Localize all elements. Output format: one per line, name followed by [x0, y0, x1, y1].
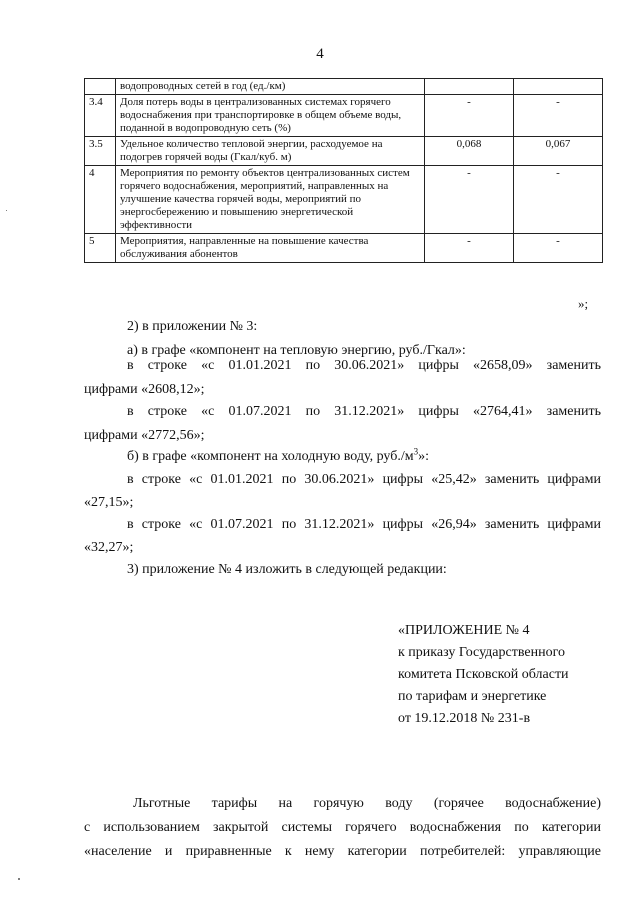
- tariff-title-line-3: «население и приравненные к нему категории потребителей: управляющие: [84, 844, 601, 859]
- tariff-title-line-2: с использованием закрытой системы горячего водоснабжения по категории: [84, 820, 601, 835]
- row-number: 5: [85, 234, 116, 263]
- item-2a-line-2: в строке «с 01.07.2021 по 31.12.2021» цифры «2764,41» заменить: [127, 404, 601, 419]
- table-closing-quote: »;: [578, 296, 589, 311]
- row-value-2021-h2: 0,067: [514, 137, 603, 166]
- row-value-2021-h1: 0,068: [425, 137, 514, 166]
- unit-exponent: 3: [413, 446, 419, 457]
- item-2b-heading: [127, 447, 429, 467]
- table-row: [85, 95, 603, 137]
- item-2a-line-2-cont: цифрами «2772,56»;: [84, 428, 205, 443]
- item-2b-line-2-cont: «32,27»;: [84, 540, 134, 555]
- row-name: Удельное количество тепловой энергии, расходуемое на подогрев горячей воды (Гкал/куб. м): [116, 137, 425, 166]
- item-2a-heading: а) в графе «компонент на тепловую энергию, руб./Гкал»:: [127, 343, 466, 358]
- row-number: 3.4: [85, 95, 116, 137]
- row-value-2021-h1: -: [425, 234, 514, 263]
- row-name: Доля потерь воды в централизованных системах горячего водоснабжения при транспортировке в общем объеме воды, поданной в водопроводную сеть (%): [116, 95, 425, 137]
- item-2a-line-1: в строке «с 01.01.2021 по 30.06.2021» цифры «2658,09» заменить: [127, 358, 601, 373]
- row-value-2021-h1: -: [425, 166, 514, 234]
- row-value-2021-h2: -: [514, 166, 603, 234]
- item-2a-line-1-cont: цифрами «2608,12»;: [84, 382, 205, 397]
- tariff-title-line-1: Льготные тарифы на горячую воду (горячее водоснабжение): [133, 796, 601, 811]
- item-2b-tail: »:: [418, 449, 430, 464]
- row-value-2021-h1: [425, 79, 514, 95]
- item-3-heading: 3) приложение № 4 изложить в следующей редакции:: [127, 562, 447, 577]
- row-name: Мероприятия, направленные на повышение качества обслуживания абонентов: [116, 234, 425, 263]
- row-name: Мероприятия по ремонту объектов централизованных систем горячего водоснабжения, мероприятий, направленных на улучшение качества горячей воды, мероприятий по энергосбережению и повышению энергетической эффективности: [116, 166, 425, 234]
- appendix-line: по тарифам и энергетике: [398, 689, 547, 704]
- item-2b-text: б) в графе «компонент на холодную воду, руб./м: [127, 449, 414, 464]
- row-number: 3.5: [85, 137, 116, 166]
- appendix-line: к приказу Государственного: [398, 645, 565, 660]
- table-row: [85, 79, 603, 95]
- indicators-table: [84, 78, 603, 263]
- scan-speck: [6, 210, 7, 211]
- appendix-line: комитета Псковской области: [398, 667, 569, 682]
- appendix-title: «ПРИЛОЖЕНИЕ № 4: [398, 623, 530, 638]
- row-value-2021-h2: -: [514, 95, 603, 137]
- appendix-header: [398, 620, 569, 730]
- table-row: [85, 137, 603, 166]
- row-value-2021-h1: -: [425, 95, 514, 137]
- item-2b-line-1: в строке «с 01.01.2021 по 30.06.2021» цифры «25,42» заменить цифрами: [127, 472, 601, 487]
- table-row: [85, 166, 603, 234]
- row-value-2021-h2: [514, 79, 603, 95]
- row-number: [85, 79, 116, 95]
- row-number: 4: [85, 166, 116, 234]
- table-row: [85, 234, 603, 263]
- scan-speck: [18, 878, 20, 880]
- page-number: 4: [316, 46, 324, 62]
- appendix-line: от 19.12.2018 № 231-в: [398, 711, 531, 726]
- row-name: водопроводных сетей в год (ед./км): [116, 79, 425, 95]
- item-2b-line-2: в строке «с 01.07.2021 по 31.12.2021» цифры «26,94» заменить цифрами: [127, 517, 601, 532]
- item-2b-line-1-cont: «27,15»;: [84, 495, 134, 510]
- row-value-2021-h2: -: [514, 234, 603, 263]
- item-2-heading: 2) в приложении № 3:: [127, 319, 258, 334]
